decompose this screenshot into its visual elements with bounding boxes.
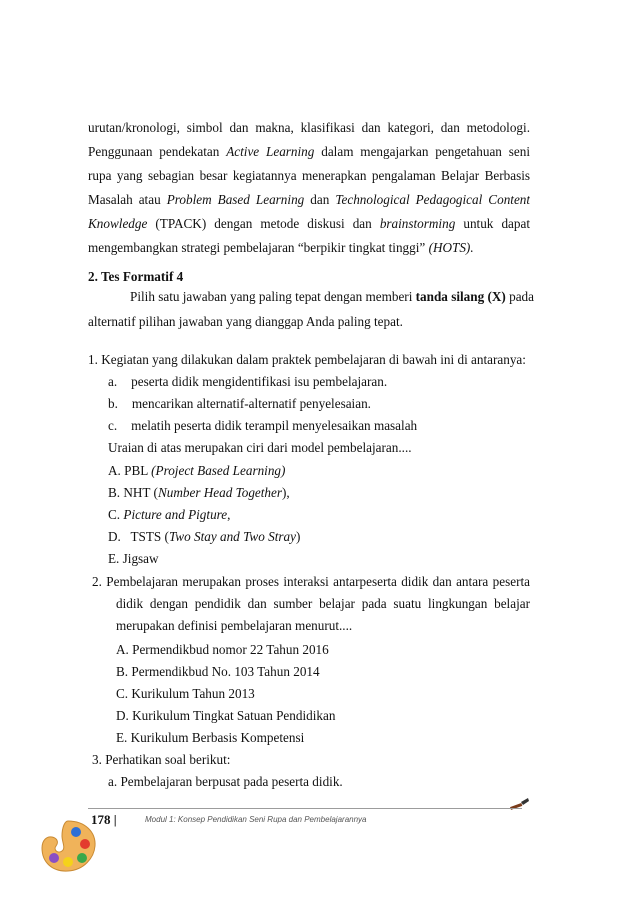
intro-line-5: Knowledge (TPACK) dengan metode diskusi dan brainstorming untuk dapat bbox=[88, 216, 530, 231]
q1-item-c: c. melatih peserta didik terampil menyelesaikan masalah bbox=[108, 418, 418, 433]
paint-palette-icon bbox=[38, 818, 98, 874]
paintbrush-icon bbox=[508, 796, 530, 812]
footer-rule bbox=[88, 808, 522, 809]
q2-stem-line-3: merupakan definisi pembelajaran menurut.... bbox=[116, 618, 353, 633]
q2-stem-line-2: didik dengan pendidik dan sumber belajar pada suatu lingkungan belajar bbox=[116, 596, 530, 611]
q1-option-b: B. NHT (Number Head Together), bbox=[108, 485, 290, 500]
q1-option-d: D. TSTS (Two Stay and Two Stray) bbox=[108, 529, 301, 544]
q1-item-b: b. mencarikan alternatif-alternatif penyelesaian. bbox=[108, 396, 371, 411]
q1-option-c: C. Picture and Pigture, bbox=[108, 507, 231, 522]
section-heading: 2. Tes Formatif 4 bbox=[88, 269, 184, 284]
q1-stem: 1. Kegiatan yang dilakukan dalam praktek pembelajaran di bawah ini di antaranya: bbox=[88, 352, 526, 367]
intro-line-1: urutan/kronologi, simbol dan makna, klasifikasi dan kategori, dan metodologi. bbox=[88, 120, 530, 135]
intro-paragraph bbox=[88, 116, 530, 260]
intro-line-4: Masalah atau Problem Based Learning dan Technological Pedagogical Content bbox=[88, 192, 530, 207]
intro-line-6: mengembangkan strategi pembelajaran “berpikir tingkat tinggi” (HOTS). bbox=[88, 240, 474, 255]
q1-item-a: a. peserta didik mengidentifikasi isu pembelajaran. bbox=[108, 374, 388, 389]
q2-option-b: B. Permendikbud No. 103 Tahun 2014 bbox=[116, 664, 320, 679]
q3-item-a: a. Pembelajaran berpusat pada peserta didik. bbox=[108, 774, 343, 789]
q1-option-a: A. PBL (Project Based Learning) bbox=[108, 463, 286, 478]
q2-option-a: A. Permendikbud nomor 22 Tahun 2016 bbox=[116, 642, 329, 657]
intro-line-2: Penggunaan pendekatan Active Learning dalam mengajarkan pengetahuan seni bbox=[88, 144, 530, 159]
instruction-line-2: alternatif pilihan jawaban yang dianggap Anda paling tepat. bbox=[88, 314, 403, 329]
instruction-line-1: Pilih satu jawaban yang paling tepat dengan memberi tanda silang (X) pada bbox=[130, 289, 534, 304]
q1-option-e: E. Jigsaw bbox=[108, 551, 159, 566]
q2-stem-line-1: 2. Pembelajaran merupakan proses interaksi antarpeserta didik dan antara peserta bbox=[92, 574, 530, 589]
page-number: 178 | bbox=[91, 812, 117, 827]
q2-option-d: D. Kurikulum Tingkat Satuan Pendidikan bbox=[116, 708, 336, 723]
q2-option-c: C. Kurikulum Tahun 2013 bbox=[116, 686, 255, 701]
q3-stem: 3. Perhatikan soal berikut: bbox=[92, 752, 231, 767]
q2-option-e: E. Kurikulum Berbasis Kompetensi bbox=[116, 730, 305, 745]
module-title: Modul 1: Konsep Pendidikan Seni Rupa dan Pembelajarannya bbox=[145, 815, 367, 824]
intro-line-3: rupa yang sebagian besar kegiatannya menerapkan pengalaman Belajar Berbasis bbox=[88, 168, 530, 183]
q1-summary: Uraian di atas merupakan ciri dari model pembelajaran.... bbox=[108, 440, 412, 455]
